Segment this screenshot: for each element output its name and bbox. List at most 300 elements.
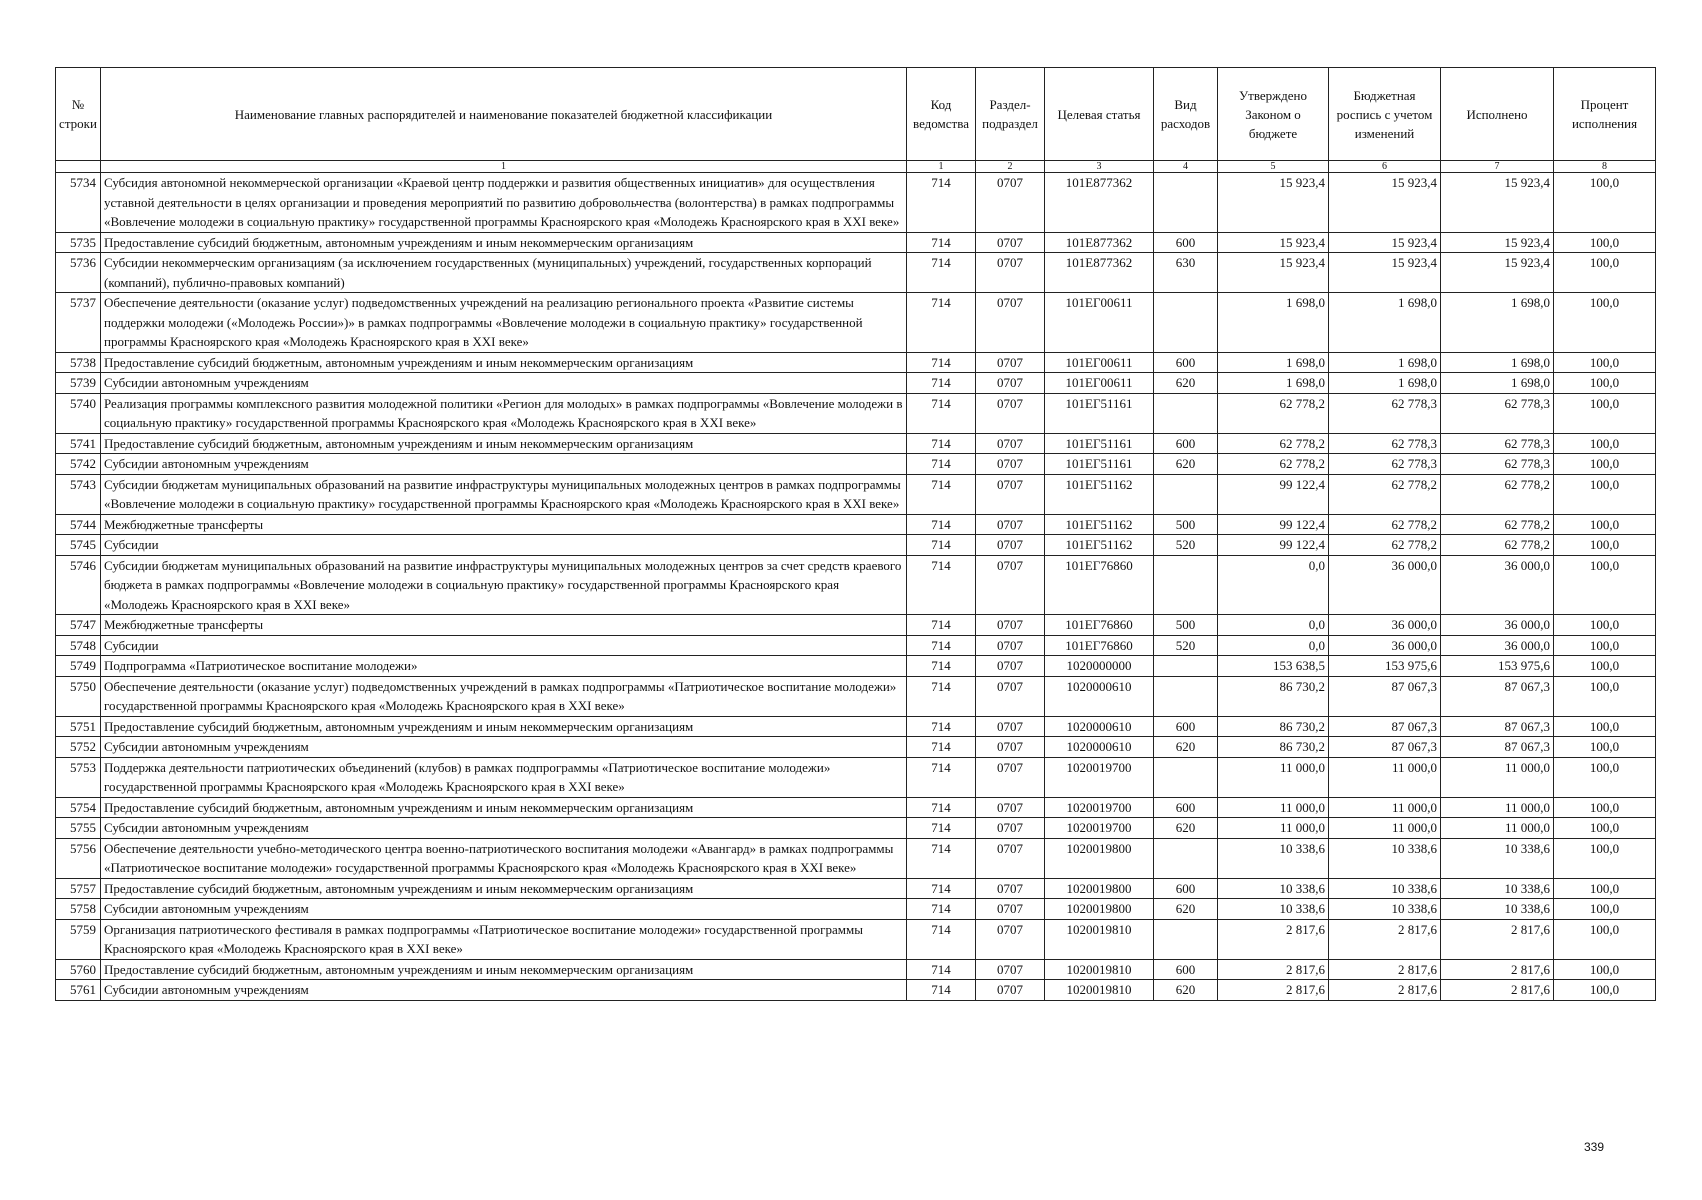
percent-cell: 100,0	[1554, 980, 1656, 1001]
expense-type-cell: 620	[1154, 980, 1218, 1001]
approved-cell: 2 817,6	[1218, 980, 1329, 1001]
table-row	[56, 818, 1656, 839]
executed-cell: 15 923,4	[1441, 173, 1554, 233]
page-number: 339	[1584, 1140, 1605, 1154]
executed-cell: 11 000,0	[1441, 797, 1554, 818]
row-number-cell: 5744	[56, 514, 101, 535]
table-row	[56, 352, 1656, 373]
row-number-cell: 5738	[56, 352, 101, 373]
row-number-cell: 5739	[56, 373, 101, 394]
section-cell: 0707	[976, 352, 1045, 373]
approved-cell: 2 817,6	[1218, 959, 1329, 980]
budget-cell: 1 698,0	[1329, 293, 1441, 353]
target-article-cell: 101EГ00611	[1045, 352, 1154, 373]
dept-code-cell: 714	[907, 635, 976, 656]
dept-code-cell: 714	[907, 676, 976, 716]
section-cell: 0707	[976, 232, 1045, 253]
target-article-cell: 101EГ51161	[1045, 393, 1154, 433]
percent-cell: 100,0	[1554, 635, 1656, 656]
percent-cell: 100,0	[1554, 838, 1656, 878]
executed-cell: 36 000,0	[1441, 555, 1554, 615]
expense-type-cell: 630	[1154, 253, 1218, 293]
table-row	[56, 899, 1656, 920]
executed-cell: 153 975,6	[1441, 656, 1554, 677]
expense-type-cell: 600	[1154, 716, 1218, 737]
target-article-cell: 101EГ00611	[1045, 293, 1154, 353]
approved-cell: 15 923,4	[1218, 253, 1329, 293]
executed-cell: 10 338,6	[1441, 899, 1554, 920]
header-target-article: Целевая статья	[1045, 68, 1154, 161]
row-number-cell: 5748	[56, 635, 101, 656]
approved-cell: 0,0	[1218, 635, 1329, 656]
table-row	[56, 615, 1656, 636]
name-cell: Поддержка деятельности патриотических объединений (клубов) в рамках подпрограммы «Патриотическое воспитание молодежи» государственной программы Красноярского края «Молодежь Красноярского края в XXI веке»	[101, 757, 907, 797]
table-row	[56, 454, 1656, 475]
column-number: 1	[907, 161, 976, 173]
section-cell: 0707	[976, 293, 1045, 353]
table-row	[56, 514, 1656, 535]
expense-type-cell	[1154, 757, 1218, 797]
dept-code-cell: 714	[907, 716, 976, 737]
name-cell: Субсидии бюджетам муниципальных образований на развитие инфраструктуры муниципальных молодежных центров за счет средств краевого бюджета в рамках подпрограммы «Вовлечение молодежи в социальную практику» государственной программы Красноярского края «Молодежь Красноярского края в XXI веке»	[101, 555, 907, 615]
name-cell: Субсидии автономным учреждениям	[101, 818, 907, 839]
dept-code-cell: 714	[907, 838, 976, 878]
name-cell: Организация патриотического фестиваля в рамках подпрограммы «Патриотическое воспитание молодежи» государственной программы Красноярского края «Молодежь Красноярского края в XXI веке»	[101, 919, 907, 959]
table-row	[56, 555, 1656, 615]
percent-cell: 100,0	[1554, 173, 1656, 233]
percent-cell: 100,0	[1554, 919, 1656, 959]
dept-code-cell: 714	[907, 656, 976, 677]
approved-cell: 10 338,6	[1218, 899, 1329, 920]
budget-table	[55, 67, 1656, 1001]
approved-cell: 153 638,5	[1218, 656, 1329, 677]
approved-cell: 11 000,0	[1218, 757, 1329, 797]
table-row	[56, 232, 1656, 253]
approved-cell: 99 122,4	[1218, 474, 1329, 514]
percent-cell: 100,0	[1554, 656, 1656, 677]
header-budget-schedule: Бюджетная роспись с учетом изменений	[1329, 68, 1441, 161]
name-cell: Предоставление субсидий бюджетным, автономным учреждениям и иным некоммерческим организациям	[101, 716, 907, 737]
column-number: 5	[1218, 161, 1329, 173]
expense-type-cell: 600	[1154, 797, 1218, 818]
column-number: 8	[1554, 161, 1656, 173]
target-article-cell: 1020000610	[1045, 676, 1154, 716]
target-article-cell: 1020019800	[1045, 838, 1154, 878]
column-number: 2	[976, 161, 1045, 173]
expense-type-cell	[1154, 838, 1218, 878]
row-number-cell: 5736	[56, 253, 101, 293]
name-cell: Подпрограмма «Патриотическое воспитание молодежи»	[101, 656, 907, 677]
dept-code-cell: 714	[907, 535, 976, 556]
section-cell: 0707	[976, 555, 1045, 615]
section-cell: 0707	[976, 899, 1045, 920]
budget-cell: 10 338,6	[1329, 838, 1441, 878]
budget-cell: 15 923,4	[1329, 173, 1441, 233]
name-cell: Субсидии автономным учреждениям	[101, 737, 907, 758]
column-number-row	[56, 161, 1656, 173]
section-cell: 0707	[976, 818, 1045, 839]
row-number-cell: 5746	[56, 555, 101, 615]
executed-cell: 87 067,3	[1441, 716, 1554, 737]
approved-cell: 11 000,0	[1218, 797, 1329, 818]
dept-code-cell: 714	[907, 293, 976, 353]
percent-cell: 100,0	[1554, 555, 1656, 615]
percent-cell: 100,0	[1554, 393, 1656, 433]
percent-cell: 100,0	[1554, 352, 1656, 373]
expense-type-cell	[1154, 555, 1218, 615]
budget-cell: 36 000,0	[1329, 555, 1441, 615]
expense-type-cell: 600	[1154, 232, 1218, 253]
section-cell: 0707	[976, 433, 1045, 454]
dept-code-cell: 714	[907, 352, 976, 373]
row-number-cell: 5750	[56, 676, 101, 716]
approved-cell: 86 730,2	[1218, 737, 1329, 758]
dept-code-cell: 714	[907, 919, 976, 959]
name-cell: Субсидии	[101, 635, 907, 656]
section-cell: 0707	[976, 838, 1045, 878]
name-cell: Субсидии автономным учреждениям	[101, 373, 907, 394]
expense-type-cell	[1154, 919, 1218, 959]
dept-code-cell: 714	[907, 737, 976, 758]
executed-cell: 11 000,0	[1441, 818, 1554, 839]
budget-cell: 1 698,0	[1329, 373, 1441, 394]
budget-cell: 153 975,6	[1329, 656, 1441, 677]
row-number-cell: 5752	[56, 737, 101, 758]
approved-cell: 10 338,6	[1218, 838, 1329, 878]
budget-cell: 87 067,3	[1329, 676, 1441, 716]
name-cell: Межбюджетные трансферты	[101, 514, 907, 535]
table-row	[56, 393, 1656, 433]
target-article-cell: 1020019700	[1045, 797, 1154, 818]
budget-cell: 11 000,0	[1329, 797, 1441, 818]
dept-code-cell: 714	[907, 757, 976, 797]
target-article-cell: 101E877362	[1045, 232, 1154, 253]
section-cell: 0707	[976, 454, 1045, 475]
name-cell: Субсидия автономной некоммерческой организации «Краевой центр поддержки и развития общественных инициатив» для осуществления уставной деятельности в целях организации и проведения мероприятий по развитию добровольчества (волонтерства) в рамках подпрограммы «Вовлечение молодежи в социальную практику» государственной программы Красноярского края «Молодежь Красноярского края в XXI веке»	[101, 173, 907, 233]
expense-type-cell: 620	[1154, 737, 1218, 758]
name-cell: Предоставление субсидий бюджетным, автономным учреждениям и иным некоммерческим организациям	[101, 959, 907, 980]
percent-cell: 100,0	[1554, 797, 1656, 818]
budget-cell: 36 000,0	[1329, 615, 1441, 636]
column-number	[56, 161, 101, 173]
row-number-cell: 5751	[56, 716, 101, 737]
target-article-cell: 101EГ76860	[1045, 615, 1154, 636]
budget-cell: 62 778,3	[1329, 393, 1441, 433]
budget-cell: 62 778,2	[1329, 535, 1441, 556]
expense-type-cell: 520	[1154, 535, 1218, 556]
budget-cell: 2 817,6	[1329, 980, 1441, 1001]
section-cell: 0707	[976, 474, 1045, 514]
expense-type-cell	[1154, 393, 1218, 433]
section-cell: 0707	[976, 373, 1045, 394]
target-article-cell: 101EГ51162	[1045, 514, 1154, 535]
budget-cell: 87 067,3	[1329, 737, 1441, 758]
percent-cell: 100,0	[1554, 959, 1656, 980]
dept-code-cell: 714	[907, 818, 976, 839]
percent-cell: 100,0	[1554, 757, 1656, 797]
target-article-cell: 1020019800	[1045, 878, 1154, 899]
dept-code-cell: 714	[907, 899, 976, 920]
dept-code-cell: 714	[907, 615, 976, 636]
approved-cell: 1 698,0	[1218, 373, 1329, 394]
budget-cell: 10 338,6	[1329, 899, 1441, 920]
dept-code-cell: 714	[907, 393, 976, 433]
name-cell: Субсидии автономным учреждениям	[101, 980, 907, 1001]
section-cell: 0707	[976, 878, 1045, 899]
percent-cell: 100,0	[1554, 253, 1656, 293]
target-article-cell: 101EГ51161	[1045, 433, 1154, 454]
target-article-cell: 101E877362	[1045, 173, 1154, 233]
percent-cell: 100,0	[1554, 818, 1656, 839]
executed-cell: 87 067,3	[1441, 676, 1554, 716]
executed-cell: 15 923,4	[1441, 253, 1554, 293]
dept-code-cell: 714	[907, 514, 976, 535]
percent-cell: 100,0	[1554, 293, 1656, 353]
section-cell: 0707	[976, 797, 1045, 818]
header-row	[56, 68, 1656, 161]
expense-type-cell: 500	[1154, 514, 1218, 535]
expense-type-cell	[1154, 474, 1218, 514]
expense-type-cell: 500	[1154, 615, 1218, 636]
table-row	[56, 838, 1656, 878]
target-article-cell: 1020000610	[1045, 737, 1154, 758]
table-row	[56, 173, 1656, 233]
target-article-cell: 101EГ51161	[1045, 454, 1154, 475]
target-article-cell: 101EГ76860	[1045, 555, 1154, 615]
budget-cell: 1 698,0	[1329, 352, 1441, 373]
approved-cell: 62 778,2	[1218, 393, 1329, 433]
percent-cell: 100,0	[1554, 474, 1656, 514]
name-cell: Предоставление субсидий бюджетным, автономным учреждениям и иным некоммерческим организациям	[101, 352, 907, 373]
header-dept-code: Код ведомства	[907, 68, 976, 161]
header-expense-type: Вид расходов	[1154, 68, 1218, 161]
section-cell: 0707	[976, 173, 1045, 233]
dept-code-cell: 714	[907, 980, 976, 1001]
approved-cell: 15 923,4	[1218, 232, 1329, 253]
name-cell: Предоставление субсидий бюджетным, автономным учреждениям и иным некоммерческим организациям	[101, 433, 907, 454]
expense-type-cell	[1154, 293, 1218, 353]
section-cell: 0707	[976, 676, 1045, 716]
table-row	[56, 656, 1656, 677]
column-number: 7	[1441, 161, 1554, 173]
table-row	[56, 919, 1656, 959]
percent-cell: 100,0	[1554, 454, 1656, 475]
table-row	[56, 433, 1656, 454]
row-number-cell: 5756	[56, 838, 101, 878]
section-cell: 0707	[976, 716, 1045, 737]
percent-cell: 100,0	[1554, 615, 1656, 636]
expense-type-cell: 620	[1154, 899, 1218, 920]
dept-code-cell: 714	[907, 253, 976, 293]
executed-cell: 62 778,2	[1441, 474, 1554, 514]
table-row	[56, 878, 1656, 899]
row-number-cell: 5749	[56, 656, 101, 677]
row-number-cell: 5753	[56, 757, 101, 797]
percent-cell: 100,0	[1554, 433, 1656, 454]
approved-cell: 99 122,4	[1218, 535, 1329, 556]
budget-execution-table	[55, 67, 1655, 1001]
expense-type-cell: 620	[1154, 373, 1218, 394]
percent-cell: 100,0	[1554, 737, 1656, 758]
approved-cell: 1 698,0	[1218, 352, 1329, 373]
executed-cell: 11 000,0	[1441, 757, 1554, 797]
column-number: 1	[101, 161, 907, 173]
percent-cell: 100,0	[1554, 373, 1656, 394]
target-article-cell: 101EГ00611	[1045, 373, 1154, 394]
target-article-cell: 101EГ51162	[1045, 474, 1154, 514]
row-number-cell: 5757	[56, 878, 101, 899]
approved-cell: 11 000,0	[1218, 818, 1329, 839]
dept-code-cell: 714	[907, 433, 976, 454]
target-article-cell: 1020019700	[1045, 757, 1154, 797]
dept-code-cell: 714	[907, 555, 976, 615]
expense-type-cell: 600	[1154, 433, 1218, 454]
column-number: 4	[1154, 161, 1218, 173]
executed-cell: 1 698,0	[1441, 373, 1554, 394]
column-number: 3	[1045, 161, 1154, 173]
expense-type-cell: 620	[1154, 454, 1218, 475]
approved-cell: 62 778,2	[1218, 454, 1329, 475]
approved-cell: 0,0	[1218, 555, 1329, 615]
header-executed: Исполнено	[1441, 68, 1554, 161]
section-cell: 0707	[976, 980, 1045, 1001]
percent-cell: 100,0	[1554, 716, 1656, 737]
table-row	[56, 535, 1656, 556]
name-cell: Межбюджетные трансферты	[101, 615, 907, 636]
target-article-cell: 101EГ76860	[1045, 635, 1154, 656]
percent-cell: 100,0	[1554, 878, 1656, 899]
percent-cell: 100,0	[1554, 899, 1656, 920]
target-article-cell: 1020019810	[1045, 919, 1154, 959]
dept-code-cell: 714	[907, 232, 976, 253]
section-cell: 0707	[976, 535, 1045, 556]
budget-cell: 36 000,0	[1329, 635, 1441, 656]
executed-cell: 2 817,6	[1441, 919, 1554, 959]
table-row	[56, 737, 1656, 758]
dept-code-cell: 714	[907, 373, 976, 394]
percent-cell: 100,0	[1554, 232, 1656, 253]
budget-cell: 62 778,3	[1329, 433, 1441, 454]
target-article-cell: 1020019700	[1045, 818, 1154, 839]
section-cell: 0707	[976, 737, 1045, 758]
target-article-cell: 1020019810	[1045, 980, 1154, 1001]
budget-cell: 2 817,6	[1329, 919, 1441, 959]
approved-cell: 15 923,4	[1218, 173, 1329, 233]
target-article-cell: 1020000610	[1045, 716, 1154, 737]
section-cell: 0707	[976, 635, 1045, 656]
table-body	[56, 173, 1656, 1001]
row-number-cell: 5741	[56, 433, 101, 454]
expense-type-cell	[1154, 676, 1218, 716]
name-cell: Субсидии бюджетам муниципальных образований на развитие инфраструктуры муниципальных молодежных центров в рамках подпрограммы «Вовлечение молодежи в социальную практику» государственной программы Красноярского края «Молодежь Красноярского края в XXI веке»	[101, 474, 907, 514]
name-cell: Предоставление субсидий бюджетным, автономным учреждениям и иным некоммерческим организациям	[101, 878, 907, 899]
section-cell: 0707	[976, 393, 1045, 433]
table-row	[56, 373, 1656, 394]
section-cell: 0707	[976, 959, 1045, 980]
table-row	[56, 980, 1656, 1001]
target-article-cell: 1020019810	[1045, 959, 1154, 980]
executed-cell: 62 778,3	[1441, 433, 1554, 454]
row-number-cell: 5745	[56, 535, 101, 556]
target-article-cell: 1020000000	[1045, 656, 1154, 677]
header-percent: Процент исполнения	[1554, 68, 1656, 161]
row-number-cell: 5759	[56, 919, 101, 959]
section-cell: 0707	[976, 656, 1045, 677]
table-row	[56, 959, 1656, 980]
table-row	[56, 293, 1656, 353]
section-cell: 0707	[976, 757, 1045, 797]
dept-code-cell: 714	[907, 454, 976, 475]
budget-cell: 11 000,0	[1329, 757, 1441, 797]
target-article-cell: 1020019800	[1045, 899, 1154, 920]
table-row	[56, 757, 1656, 797]
table-row	[56, 635, 1656, 656]
approved-cell: 2 817,6	[1218, 919, 1329, 959]
executed-cell: 1 698,0	[1441, 293, 1554, 353]
name-cell: Предоставление субсидий бюджетным, автономным учреждениям и иным некоммерческим организациям	[101, 232, 907, 253]
header-section: Раздел-подраздел	[976, 68, 1045, 161]
approved-cell: 62 778,2	[1218, 433, 1329, 454]
row-number-cell: 5742	[56, 454, 101, 475]
section-cell: 0707	[976, 919, 1045, 959]
row-number-cell: 5740	[56, 393, 101, 433]
name-cell: Субсидии	[101, 535, 907, 556]
dept-code-cell: 714	[907, 173, 976, 233]
name-cell: Обеспечение деятельности (оказание услуг) подведомственных учреждений на реализацию регионального проекта «Развитие системы поддержки молодежи («Молодежь России»)» в рамках подпрограммы «Вовлечение молодежи в социальную практику» государственной программы Красноярского края «Молодежь Красноярского края в XXI веке»	[101, 293, 907, 353]
expense-type-cell: 600	[1154, 959, 1218, 980]
section-cell: 0707	[976, 615, 1045, 636]
table-row	[56, 676, 1656, 716]
row-number-cell: 5747	[56, 615, 101, 636]
executed-cell: 15 923,4	[1441, 232, 1554, 253]
executed-cell: 62 778,2	[1441, 514, 1554, 535]
budget-cell: 62 778,2	[1329, 514, 1441, 535]
approved-cell: 0,0	[1218, 615, 1329, 636]
executed-cell: 87 067,3	[1441, 737, 1554, 758]
name-cell: Обеспечение деятельности учебно-методического центра военно-патриотического воспитания молодежи «Авангард» в рамках подпрограммы «Патриотическое воспитание молодежи» государственной программы Красноярского края «Молодежь Красноярского края в XXI веке»	[101, 838, 907, 878]
dept-code-cell: 714	[907, 959, 976, 980]
name-cell: Обеспечение деятельности (оказание услуг) подведомственных учреждений в рамках подпрограммы «Патриотическое воспитание молодежи» государственной программы Красноярского края «Молодежь Красноярского края в XXI веке»	[101, 676, 907, 716]
row-number-cell: 5755	[56, 818, 101, 839]
target-article-cell: 101EГ51162	[1045, 535, 1154, 556]
executed-cell: 1 698,0	[1441, 352, 1554, 373]
header-approved: Утверждено Законом о бюджете	[1218, 68, 1329, 161]
column-number: 6	[1329, 161, 1441, 173]
approved-cell: 99 122,4	[1218, 514, 1329, 535]
percent-cell: 100,0	[1554, 676, 1656, 716]
expense-type-cell	[1154, 173, 1218, 233]
budget-cell: 15 923,4	[1329, 253, 1441, 293]
section-cell: 0707	[976, 253, 1045, 293]
name-cell: Субсидии некоммерческим организациям (за исключением государственных (муниципальных) учреждений, государственных корпораций (компаний), публично-правовых компаний)	[101, 253, 907, 293]
row-number-cell: 5743	[56, 474, 101, 514]
executed-cell: 10 338,6	[1441, 878, 1554, 899]
target-article-cell: 101E877362	[1045, 253, 1154, 293]
table-row	[56, 716, 1656, 737]
row-number-cell: 5760	[56, 959, 101, 980]
executed-cell: 10 338,6	[1441, 838, 1554, 878]
executed-cell: 2 817,6	[1441, 980, 1554, 1001]
budget-cell: 2 817,6	[1329, 959, 1441, 980]
table-row	[56, 253, 1656, 293]
expense-type-cell: 620	[1154, 818, 1218, 839]
approved-cell: 86 730,2	[1218, 716, 1329, 737]
name-cell: Реализация программы комплексного развития молодежной политики «Регион для молодых» в рамках подпрограммы «Вовлечение молодежи в социальную практику» государственной программы Красноярского края «Молодежь Красноярского края в XXI веке»	[101, 393, 907, 433]
header-row-number: № строки	[56, 68, 101, 161]
executed-cell: 62 778,3	[1441, 454, 1554, 475]
budget-cell: 62 778,2	[1329, 474, 1441, 514]
percent-cell: 100,0	[1554, 514, 1656, 535]
